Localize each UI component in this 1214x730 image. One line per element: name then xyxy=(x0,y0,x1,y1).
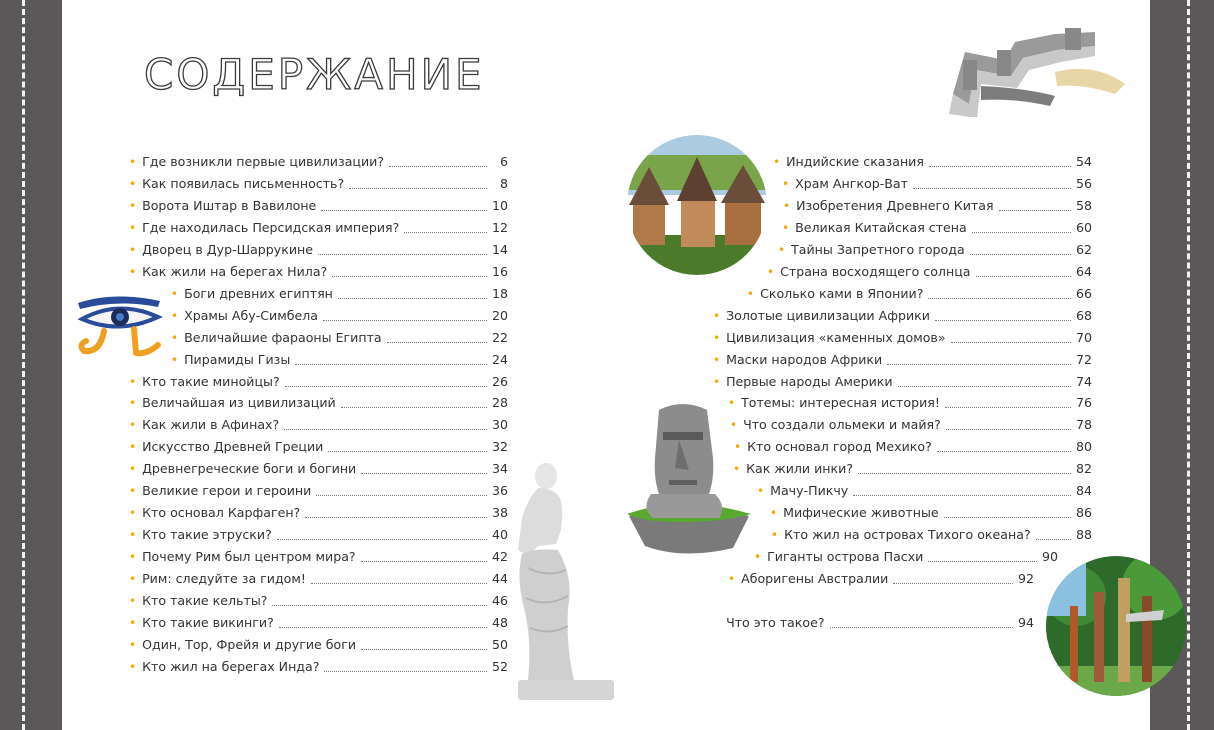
left-toc-entry[interactable] xyxy=(171,305,508,327)
toc-page-number: 64 xyxy=(1075,263,1092,279)
right-toc-entry[interactable] xyxy=(713,612,1034,634)
right-toc-entry[interactable] xyxy=(770,502,1092,524)
dot-leader xyxy=(338,297,487,299)
venus-de-milo-illustration xyxy=(508,458,618,708)
dot-leader xyxy=(277,538,487,540)
toc-entry-title: Кто такие минойцы? xyxy=(142,373,280,389)
toc-entry-title: Гиганты острова Пасхи xyxy=(767,549,924,565)
bullet-icon: • xyxy=(129,220,137,235)
toc-entry-title: Почему Рим был центром мира? xyxy=(142,549,356,565)
right-toc-entry[interactable] xyxy=(728,568,1034,590)
toc-page-number: 42 xyxy=(491,549,508,565)
left-toc-entry[interactable] xyxy=(129,568,508,590)
toc-entry-title: Индийские сказания xyxy=(786,154,924,169)
toc-page-number: 84 xyxy=(1075,483,1092,499)
dot-leader xyxy=(970,253,1071,255)
dot-leader xyxy=(316,494,487,496)
bullet-icon: • xyxy=(734,440,742,455)
toc-page-number: 24 xyxy=(491,351,508,367)
toc-page-number: 78 xyxy=(1075,417,1092,433)
toc-entry-title: Кто такие этруски? xyxy=(142,527,272,543)
bullet-icon: • xyxy=(129,264,137,279)
bullet-icon: • xyxy=(733,462,741,477)
dot-leader xyxy=(332,275,487,277)
dot-leader xyxy=(951,341,1071,343)
left-toc-entry[interactable] xyxy=(129,458,508,480)
right-toc-entry[interactable] xyxy=(782,217,1092,239)
bullet-icon: • xyxy=(713,330,721,345)
toc-entry-title: Аборигены Австралии xyxy=(741,571,889,587)
bullet-icon: • xyxy=(782,220,790,235)
dot-leader xyxy=(311,582,487,584)
dot-leader xyxy=(858,472,1071,474)
toc-entry-title: Боги древних египтян xyxy=(184,285,333,301)
toc-entry-title: Кто жил на островах Тихого океана? xyxy=(784,527,1031,543)
toc-page-number: 74 xyxy=(1075,373,1092,389)
toc-page-number: 40 xyxy=(491,527,508,543)
left-toc-entry[interactable] xyxy=(129,612,508,634)
toc-page-number: 36 xyxy=(491,483,508,499)
toc-page-number: 70 xyxy=(1075,329,1092,345)
bullet-icon: • xyxy=(129,528,137,543)
dot-leader xyxy=(361,472,487,474)
bullet-icon: • xyxy=(129,396,137,411)
dot-leader xyxy=(944,516,1071,518)
bullet-icon: • xyxy=(171,308,179,323)
dot-leader xyxy=(913,187,1071,189)
toc-page-number: 86 xyxy=(1075,505,1092,521)
dot-leader xyxy=(318,253,487,255)
bullet-icon: • xyxy=(728,396,736,411)
left-toc-entry[interactable] xyxy=(129,656,508,678)
bullet-icon: • xyxy=(713,352,721,367)
bullet-icon: • xyxy=(129,374,137,389)
bullet-icon: • xyxy=(713,374,721,389)
toc-entry-title: Дворец в Дур-Шаррукине xyxy=(142,241,314,257)
toc-entry-title: Кто основал Карфаген? xyxy=(142,505,301,521)
toc-page-number: 18 xyxy=(491,285,508,301)
dot-leader xyxy=(284,428,487,430)
dot-leader xyxy=(387,341,487,343)
toc-entry-title: Кто такие кельты? xyxy=(142,593,268,608)
dot-leader xyxy=(945,406,1071,408)
page-title: СОДЕРЖАНИЕ xyxy=(144,50,485,99)
toc-page-number: 8 xyxy=(499,175,508,191)
toc-entry-title: Что это такое? xyxy=(726,615,825,630)
toc-page-number: 38 xyxy=(491,505,508,521)
toc-page-number: 52 xyxy=(491,658,508,674)
toc-page-number: 76 xyxy=(1075,395,1092,411)
right-toc-entry[interactable] xyxy=(713,305,1092,327)
right-toc-entry[interactable] xyxy=(733,458,1092,480)
toc-page-number: 66 xyxy=(1075,285,1092,301)
toc-entry-title: Мачу-Пикчу xyxy=(770,483,849,499)
toc-page-number: 50 xyxy=(491,636,508,652)
bullet-icon: • xyxy=(728,572,736,587)
dot-leader xyxy=(999,209,1071,211)
toc-entry-title: Сколько ками в Японии? xyxy=(760,285,924,301)
left-toc-entry[interactable] xyxy=(171,349,508,371)
dot-leader xyxy=(404,231,487,233)
right-toc-entry[interactable] xyxy=(754,546,1058,568)
toc-page-number: 20 xyxy=(491,307,508,323)
african-huts-illustration xyxy=(625,135,770,275)
toc-entry-title: Искусство Древней Греции xyxy=(142,439,324,455)
toc-page-number: 26 xyxy=(491,373,508,389)
left-toc-entry[interactable] xyxy=(129,590,508,612)
dot-leader xyxy=(935,319,1071,321)
toc-entry-title: Рим: следуйте за гидом! xyxy=(142,571,306,587)
toc-page-number: 22 xyxy=(491,329,508,345)
dot-leader xyxy=(972,231,1071,233)
dot-leader xyxy=(928,560,1037,562)
left-stitching xyxy=(22,0,25,730)
toc-page-number: 34 xyxy=(491,461,508,477)
toc-entry-title: Тотемы: интересная история! xyxy=(741,395,940,411)
left-toc-entry[interactable] xyxy=(129,634,508,656)
moai-illustration xyxy=(623,398,755,558)
toc-entry-title: Как жили инки? xyxy=(746,461,854,477)
toc-entry-title: Как появилась письменность? xyxy=(142,175,345,191)
toc-page-number: 12 xyxy=(491,219,508,235)
toc-page-number: 10 xyxy=(491,197,508,213)
dot-leader xyxy=(305,516,487,518)
toc-entry-title: Великие герои и героини xyxy=(142,483,312,499)
toc-page-number: 58 xyxy=(1075,197,1092,213)
dot-leader xyxy=(323,319,487,321)
toc-entry-title: Что создали ольмеки и майя? xyxy=(743,417,941,433)
toc-entry-title: Храмы Абу-Симбела xyxy=(184,307,319,323)
left-toc-entry[interactable] xyxy=(129,392,508,414)
dot-leader xyxy=(887,363,1071,365)
toc-entry-title: Древнегреческие боги и богини xyxy=(142,461,357,477)
toc-page-number: 60 xyxy=(1075,219,1092,235)
bullet-icon: • xyxy=(778,242,786,257)
bullet-icon: • xyxy=(747,286,755,301)
toc-entry-title: Кто такие викинги? xyxy=(142,614,274,630)
dot-leader xyxy=(929,165,1071,167)
right-toc-entry[interactable] xyxy=(730,414,1092,436)
bullet-icon: • xyxy=(129,484,137,499)
toc-entry-title: Мифические животные xyxy=(783,505,939,521)
bullet-icon: • xyxy=(782,176,790,191)
dot-leader xyxy=(928,297,1071,299)
bullet-icon: • xyxy=(767,264,775,279)
left-toc-entry[interactable] xyxy=(129,371,508,393)
bullet-icon: • xyxy=(770,506,778,521)
right-toc-entry[interactable] xyxy=(734,436,1092,458)
bullet-icon: • xyxy=(171,352,179,367)
dot-leader xyxy=(321,209,487,211)
eye-of-horus-illustration xyxy=(74,291,164,359)
toc-entry-title: Как жили в Афинах? xyxy=(142,417,280,433)
toc-entry-title: Один, Тор, Фрейя и другие боги xyxy=(142,636,357,652)
right-toc-entry[interactable] xyxy=(773,151,1092,173)
toc-entry-title: Первые народы Америки xyxy=(726,373,893,389)
dot-leader xyxy=(272,604,487,606)
right-toc-entry[interactable] xyxy=(783,195,1092,217)
dot-leader xyxy=(349,187,487,189)
right-toc-entry[interactable] xyxy=(782,173,1092,195)
toc-entry-title: Изобретения Древнего Китая xyxy=(796,197,994,213)
toc-page-number: 28 xyxy=(491,395,508,411)
dot-leader xyxy=(295,363,487,365)
toc-page-number: 72 xyxy=(1075,351,1092,367)
bullet-icon: • xyxy=(171,286,179,301)
right-toc-entry[interactable] xyxy=(713,349,1092,371)
bullet-icon: • xyxy=(773,155,781,169)
bullet-icon: • xyxy=(754,550,762,565)
dot-leader xyxy=(361,560,487,562)
left-toc-entry[interactable] xyxy=(129,502,508,524)
bullet-icon: • xyxy=(129,462,137,477)
toc-page-number: 82 xyxy=(1075,461,1092,477)
toc-page-number: 30 xyxy=(491,417,508,433)
great-wall-illustration xyxy=(945,22,1130,117)
toc-entry-title: Храм Ангкор-Ват xyxy=(795,175,908,191)
dot-leader xyxy=(830,626,1013,628)
toc-page-number: 88 xyxy=(1075,527,1092,543)
dot-leader xyxy=(279,626,487,628)
dot-leader xyxy=(341,406,487,408)
toc-page-number: 68 xyxy=(1075,307,1092,323)
bullet-icon: • xyxy=(783,198,791,213)
bullet-icon: • xyxy=(129,418,137,433)
bullet-icon: • xyxy=(171,330,179,345)
left-toc-entry[interactable] xyxy=(129,151,508,173)
dot-leader xyxy=(1036,538,1071,540)
right-toc-entry[interactable] xyxy=(767,261,1092,283)
bullet-icon: • xyxy=(129,637,137,652)
left-toc-entry[interactable] xyxy=(129,217,508,239)
bullet-icon: • xyxy=(129,615,137,630)
bullet-icon: • xyxy=(730,418,738,433)
dot-leader xyxy=(324,670,487,672)
dot-leader xyxy=(389,165,487,167)
dot-leader xyxy=(937,450,1071,452)
toc-page-number: 56 xyxy=(1075,175,1092,191)
bullet-icon: • xyxy=(713,308,721,323)
bullet-icon: • xyxy=(129,242,137,257)
toc-entry-title: Где возникли первые цивилизации? xyxy=(142,154,385,169)
right-toc-entry[interactable] xyxy=(713,371,1092,393)
dot-leader xyxy=(898,385,1071,387)
bullet-icon: • xyxy=(129,155,137,169)
toc-page-number: 48 xyxy=(491,614,508,630)
toc-page-number: 92 xyxy=(1017,571,1034,587)
right-toc-entry[interactable] xyxy=(747,283,1092,305)
toc-entry-title: Пирамиды Гизы xyxy=(184,351,291,367)
left-toc-entry[interactable] xyxy=(129,173,508,195)
toc-entry-title: Золотые цивилизации Африки xyxy=(726,307,930,323)
toc-entry-title: Ворота Иштар в Вавилоне xyxy=(142,197,317,213)
dot-leader xyxy=(285,385,487,387)
left-toc-entry[interactable] xyxy=(129,524,508,546)
bullet-icon: • xyxy=(771,528,779,543)
bullet-icon: • xyxy=(129,440,137,455)
bullet-icon: • xyxy=(129,176,137,191)
toc-page-number: 46 xyxy=(491,593,508,608)
right-stitching xyxy=(1187,0,1190,730)
right-toc-entry[interactable] xyxy=(713,327,1092,349)
bullet-icon: • xyxy=(129,594,137,608)
toc-entry-title: Маски народов Африки xyxy=(726,351,883,367)
right-toc-entry[interactable] xyxy=(757,480,1092,502)
bullet-icon: • xyxy=(129,572,137,587)
dot-leader xyxy=(361,648,487,650)
bullet-icon: • xyxy=(129,659,137,674)
dot-leader xyxy=(328,450,487,452)
toc-page-number: 54 xyxy=(1075,154,1092,169)
right-toc-entry[interactable] xyxy=(771,524,1092,546)
right-toc-entry[interactable] xyxy=(778,239,1092,261)
toc-entry-title: Кто основал город Мехико? xyxy=(747,439,932,455)
toc-page-number: 14 xyxy=(491,241,508,257)
toc-page-number: 32 xyxy=(491,439,508,455)
toc-entry-title: Цивилизация «каменных домов» xyxy=(726,329,946,345)
bullet-icon: • xyxy=(129,550,137,565)
bullet-icon: • xyxy=(129,198,137,213)
left-toc-entry[interactable] xyxy=(171,283,508,305)
toc-entry-title: Кто жил на берегах Инда? xyxy=(142,658,320,674)
right-toc-entry[interactable] xyxy=(728,392,1092,414)
toc-page-number: 16 xyxy=(491,263,508,279)
toc-entry-title: Где находилась Персидская империя? xyxy=(142,219,400,235)
dot-leader xyxy=(853,494,1071,496)
bullet-icon: • xyxy=(129,506,137,521)
toc-page-number: 6 xyxy=(499,154,508,169)
dot-leader xyxy=(893,582,1013,584)
dot-leader xyxy=(946,428,1071,430)
toc-page-number: 44 xyxy=(491,571,508,587)
bullet-icon: • xyxy=(757,484,765,499)
toc-page-number: 90 xyxy=(1041,549,1058,565)
left-toc-entry[interactable] xyxy=(129,436,508,458)
left-toc-entry[interactable] xyxy=(129,414,508,436)
totem-poles-illustration xyxy=(1046,556,1186,696)
dot-leader xyxy=(976,275,1071,277)
left-toc-entry[interactable] xyxy=(129,546,508,568)
left-toc-entry[interactable] xyxy=(129,195,508,217)
toc-page-number: 94 xyxy=(1017,615,1034,630)
left-toc-entry[interactable] xyxy=(129,239,508,261)
toc-entry-title: Как жили на берегах Нила? xyxy=(142,263,328,279)
toc-entry-title: Страна восходящего солнца xyxy=(780,263,971,279)
left-toc-entry[interactable] xyxy=(171,327,508,349)
toc-page-number: 80 xyxy=(1075,439,1092,455)
left-toc-entry[interactable] xyxy=(129,261,508,283)
toc-entry-title: Величайшая из цивилизаций xyxy=(142,395,336,411)
toc-entry-title: Великая Китайская стена xyxy=(795,219,967,235)
left-toc-entry[interactable] xyxy=(129,480,508,502)
toc-entry-title: Тайны Запретного города xyxy=(791,241,965,257)
toc-entry-title: Величайшие фараоны Египта xyxy=(184,329,382,345)
toc-page-number: 62 xyxy=(1075,241,1092,257)
